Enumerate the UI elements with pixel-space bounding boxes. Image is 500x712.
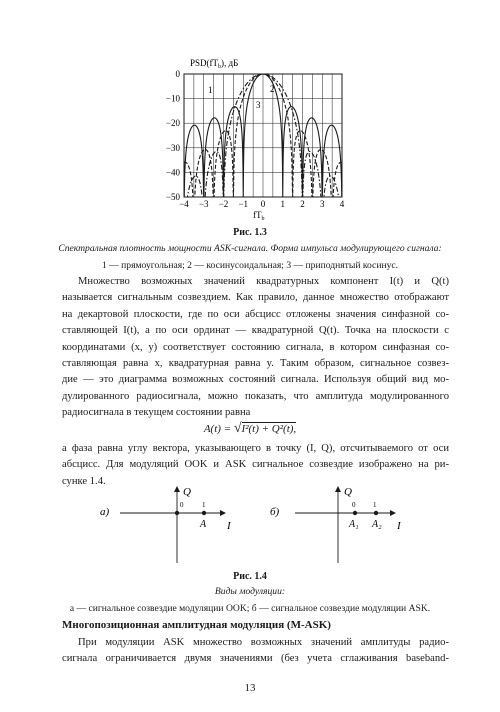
text-line: Множество возможных значений квадратурных компонент I(t) и Q(t) — [78, 276, 449, 287]
ask-point-a2-label: A₂ — [372, 519, 382, 530]
fig13-caption-line1: Спектральная плотность мощности ASK-сигнала. Форма импульса модулирующего сигнала: — [58, 243, 442, 254]
formula-radicand: I²(t) + Q²(t), — [241, 423, 297, 435]
ook-point-0 — [175, 511, 179, 515]
psd-y-ticks — [166, 69, 181, 202]
ook-constellation — [100, 486, 232, 563]
fig13-number: Рис. 1.3 — [233, 227, 267, 238]
paragraph-constellation — [62, 274, 449, 422]
psd-title: $PSD(fT_b)$, дБ — [190, 58, 239, 70]
psd-xlabel: $fT_b$ — [253, 210, 265, 222]
paragraph-phase — [62, 441, 449, 490]
ook-point-a-label: A — [200, 519, 207, 530]
psd-chart-svg — [150, 52, 360, 222]
text-line: дулированного радиосигнала, можно показать, что амплитуда модулированного — [62, 390, 449, 402]
section-heading: Многопозиционная амплитудная модуляция (M-ASK) — [62, 619, 331, 631]
text-line: на декартовой плоскости, где по оси абсцисс отложены значения синфазной со- — [62, 308, 449, 320]
psd-y-tick-label: 0 — [175, 69, 180, 79]
text-line: а фаза равна углу вектора, указывающего в точку (I, Q), отсчитываемого от оси — [62, 443, 449, 454]
psd-series-label-3: 3 — [256, 100, 261, 110]
text-line: координатами (x, y) соответствует состоянию сигнала, в котором синфазная со- — [62, 341, 449, 353]
ook-tick-0: 0 — [180, 501, 184, 509]
ask-tick-0: 0 — [352, 501, 356, 509]
psd-x-tick-label: 1 — [280, 199, 285, 209]
ook-i-label: I — [227, 520, 231, 532]
text-line: абсцисс. Для модуляций OOK и ASK сигнальное созвездие изображено на ри- — [62, 459, 449, 471]
text-line: называется сигнальным созвездием. Как правило, данное множество отображают — [62, 292, 449, 304]
psd-series-label-2: 2 — [270, 84, 275, 94]
constellation-figure — [90, 485, 420, 565]
ask-constellation — [270, 486, 402, 563]
fig14-number: Рис. 1.4 — [233, 571, 267, 582]
psd-y-tick-label: −40 — [165, 167, 180, 178]
fig14-caption: а — сигнальное созвездие модуляции OOK; б — сигнальное созвездие модуляции ASK. — [69, 603, 431, 614]
psd-y-tick-label: −20 — [165, 118, 180, 129]
psd-x-tick-label: 0 — [260, 199, 266, 209]
psd-x-tick-label: −4 — [179, 199, 189, 209]
ook-q-label: Q — [183, 486, 191, 498]
psd-x-tick-label: −2 — [218, 199, 229, 209]
psd-y-tick-label: −50 — [165, 192, 180, 202]
text-line: сигнала ограничивается двумя значениями (без учета сглаживания baseband- — [62, 653, 449, 665]
psd-x-ticks — [179, 199, 345, 209]
psd-series-label-1: 1 — [208, 85, 213, 95]
fig13-caption-line2: 1 — прямоугольная; 2 — косинусоидальная; 3 — приподнятый косинус. — [101, 260, 399, 271]
psd-y-tick-label: −30 — [165, 142, 180, 153]
text-line: ставляющая равна x, квадратурная равна y. Таким образом, сигнальное созвез- — [62, 357, 449, 369]
constellation-svg — [90, 485, 420, 565]
ask-point-a2 — [374, 511, 378, 515]
ask-panel-label: б) — [270, 506, 280, 518]
text-line: сунке 1.4. — [62, 475, 106, 487]
formula-lhs: A(t) = — [203, 423, 232, 435]
ask-tick-1: 1 — [373, 501, 377, 509]
psd-x-tick-label: 2 — [300, 199, 305, 209]
fig14-subtitle: Виды модуляции: — [214, 586, 286, 597]
ook-tick-1: 1 — [202, 501, 206, 509]
text-line: дие — это диаграмма возможных состояний сигнала. Используя общий вид мо- — [62, 374, 449, 386]
ask-point-a1 — [353, 511, 357, 515]
paragraph-mask — [62, 635, 449, 668]
psd-x-tick-label: −1 — [238, 199, 249, 209]
psd-x-tick-label: −3 — [198, 199, 209, 209]
ook-point-a — [202, 511, 206, 515]
ask-point-a1-label: A₁ — [349, 519, 359, 530]
ask-q-label: Q — [344, 486, 352, 498]
page-number: 13 — [244, 682, 256, 694]
text-line: радиосигнала в текущем состоянии равна — [62, 407, 251, 419]
text-line: При модуляции ASK множество возможных значений амплитуды радио- — [78, 637, 449, 648]
psd-x-tick-label: 3 — [320, 199, 325, 209]
psd-x-tick-label: 4 — [339, 199, 345, 209]
text-line: ставляющей I(t), а по оси ординат — квадратурной Q(t). Точка на плоскости с — [62, 325, 449, 337]
psd-chart — [150, 52, 360, 222]
ask-i-label: I — [397, 520, 401, 532]
amplitude-formula — [0, 421, 500, 437]
psd-y-tick-label: −10 — [165, 93, 180, 104]
ook-panel-label: а) — [100, 506, 110, 518]
formula-sqrt-sign: √ — [233, 421, 242, 436]
